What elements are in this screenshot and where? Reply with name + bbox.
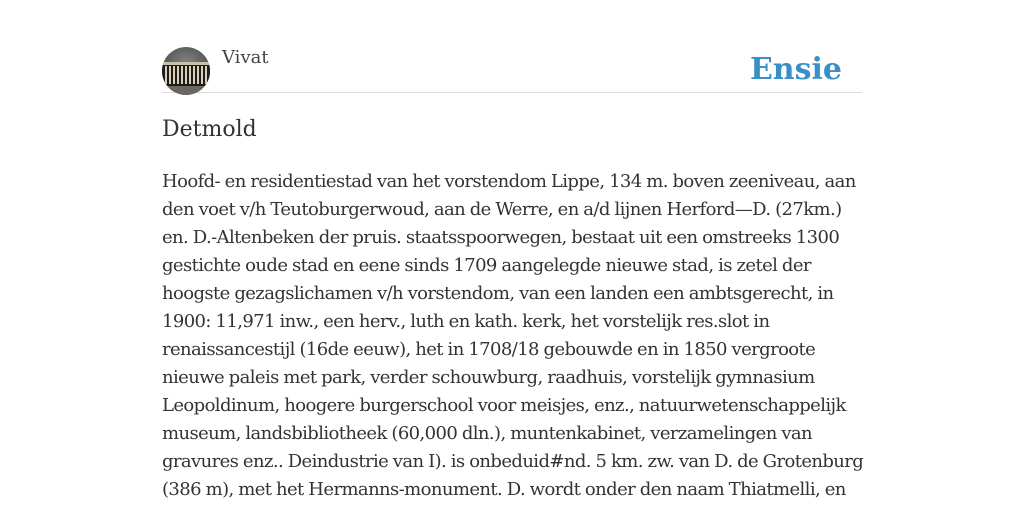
article-body <box>162 168 862 504</box>
body-line: den voet v/h Teutoburgerwoud, aan de Werre, en a/d lijnen Herford—D. (27km.) <box>162 199 842 220</box>
body-line: 1900: 11,971 inw., een herv., luth en kath. kerk, het vorstelijk res.slot in <box>162 311 770 332</box>
body-line: nieuwe paleis met park, verder schouwburg, raadhuis, vorstelijk gymnasium <box>162 367 815 388</box>
body-line: gestichte oude stad en eene sinds 1709 aangelegde nieuwe stad, is zetel der <box>162 255 811 276</box>
body-line: Leopoldinum, hoogere burgerschool voor meisjes, enz., natuurwetenschappelijk <box>162 395 846 416</box>
article-title: Detmold <box>162 117 257 142</box>
avatar[interactable] <box>162 47 210 95</box>
avatar-image <box>162 47 210 95</box>
body-line: gravures enz.. Deindustrie van I). is onbeduid#nd. 5 km. zw. van D. de Grotenburg <box>162 451 864 472</box>
author-name[interactable]: Vivat <box>222 47 269 68</box>
body-line: (386 m), met het Hermanns-monument. D. wordt onder den naam Thiatmelli, en <box>162 479 846 500</box>
body-line: Hoofd- en residentiestad van het vorstendom Lippe, 134 m. boven zeeniveau, aan <box>162 171 856 192</box>
brand-logo[interactable]: Ensie <box>749 52 842 87</box>
body-line: museum, landsbibliotheek (60,000 dln.), muntenkabinet, verzamelingen van <box>162 423 813 444</box>
body-line: renaissancestijl (16de eeuw), het in 1708/18 gebouwde en in 1850 vergroote <box>162 339 816 360</box>
body-line: en. D.-Altenbeken der pruis. staatsspoorwegen, bestaat uit een omstreeks 1300 <box>162 227 840 248</box>
header <box>162 46 862 93</box>
body-line: hoogste gezagslichamen v/h vorstendom, van een landen een ambtsgerecht, in <box>162 283 834 304</box>
